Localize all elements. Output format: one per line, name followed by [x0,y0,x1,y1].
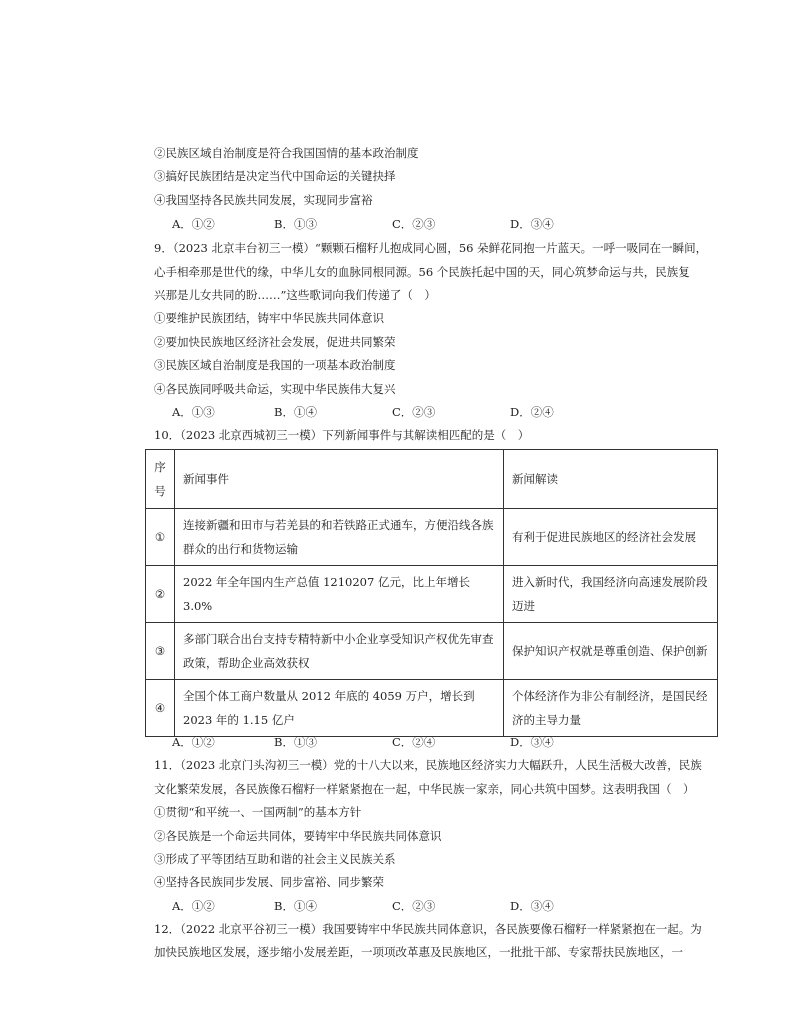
q9-item-1: ①要维护民族团结，铸牢中华民族共同体意识 [154,311,384,325]
row-event: 多部门联合出台支持专精特新中小企业享受知识产权优先审查政策，帮助企业高效获权 [175,623,504,680]
table-header-row [146,450,718,509]
q8-option-c: C．②③ [392,217,436,231]
q9-item-2: ②要加快民族地区经济社会发展，促进共同繁荣 [154,335,396,349]
q11-item-1: ①贯彻“和平统一、一国两制”的基本方针 [154,805,362,819]
q10-option-d: D．③④ [510,735,554,749]
q9-option-c: C．②③ [392,405,436,419]
q9-option-a: A．①③ [172,405,215,419]
row-reading: 个体经济作为非公有制经济，是国民经济的主导力量 [504,680,718,737]
q10-option-b: B．①③ [274,735,317,749]
row-event: 2022 年全年国内生产总值 1210207 亿元，比上年增长 3.0% [175,566,504,623]
row-reading: 保护知识产权就是尊重创造、保护创新 [504,623,718,680]
header-index: 序号 [146,450,175,509]
q11-option-c: C．②③ [392,899,436,913]
q11-item-2: ②各民族是一个命运共同体，要铸牢中华民族共同体意识 [154,829,442,843]
q10-stem: 10．（2023 北京西城初三一模）下列新闻事件与其解读相匹配的是（ ） [154,428,530,442]
row-index: ④ [146,680,175,737]
news-table [145,449,718,737]
table-row [146,509,718,566]
q8-option-b: B．①③ [274,217,317,231]
q10-option-c: C．②④ [392,735,436,749]
q11-option-a: A．①② [172,899,215,913]
q8-item-2: ②民族区域自治制度是符合我国国情的基本政治制度 [154,146,419,160]
row-index: ② [146,566,175,623]
row-reading: 有利于促进民族地区的经济社会发展 [504,509,718,566]
q8-item-3: ③搞好民族团结是决定当代中国命运的关键抉择 [154,169,396,183]
q12-stem-line-1: 12．（2022 北京平谷初三一模）我国要铸牢中华民族共同体意识，各民族要像石榴籽一样紧紧抱在一起。为 [154,922,702,936]
q11-stem-line-2: 文化繁荣发展，各民族像石榴籽一样紧紧抱在一起，中华民族一家亲，同心共筑中国梦。这表明我国（ ） [154,782,695,796]
q9-stem-line-2: 心手相牵那是世代的缘，中华儿女的血脉同根同源。56 个民族托起中国的天，同心筑梦命运与共，民族复 [154,265,690,279]
table-row [146,566,718,623]
q9-item-4: ④各民族同呼吸共命运，实现中华民族伟大复兴 [154,382,396,396]
q11-item-4: ④坚持各民族同步发展、同步富裕、同步繁荣 [154,875,384,889]
header-reading: 新闻解读 [504,450,718,509]
table-row [146,623,718,680]
row-index: ③ [146,623,175,680]
row-index: ① [146,509,175,566]
q9-option-b: B．①④ [274,405,317,419]
q11-option-d: D．③④ [510,899,554,913]
q9-stem-line-1: 9．（2023 北京丰台初三一模）“颗颗石榴籽儿抱成同心圆，56 朵鲜花同抱一片蓝天。一呼一吸同在一瞬间， [154,241,708,255]
q9-item-3: ③民族区域自治制度是我国的一项基本政治制度 [154,358,396,372]
header-event: 新闻事件 [175,450,504,509]
q8-item-4: ④我国坚持各民族共同发展，实现同步富裕 [154,193,373,207]
q10-option-a: A．①② [172,735,215,749]
q8-option-a: A．①② [172,217,215,231]
row-event: 连接新疆和田市与若羌县的和若铁路正式通车，方便沿线各族群众的出行和货物运输 [175,509,504,566]
q8-option-d: D．③④ [510,217,554,231]
row-event: 全国个体工商户数量从 2012 年底的 4059 万户，增长到 2023 年的 1.15 亿户 [175,680,504,737]
q11-stem-line-1: 11．（2023 北京门头沟初三一模）党的十八大以来，民族地区经济实力大幅跃升，人民生活极大改善，民族 [154,758,702,772]
q11-item-3: ③形成了平等团结互助和谐的社会主义民族关系 [154,852,396,866]
q12-stem-line-2: 加快民族地区发展，逐步缩小发展差距，一项项改革惠及民族地区，一批批干部、专家帮扶民族地区，一 [154,945,683,959]
q9-stem-line-3: 兴那是儿女共同的盼……”这些歌词向我们传递了（ ） [154,288,436,302]
q9-option-d: D．②④ [510,405,554,419]
row-reading: 进入新时代，我国经济向高速发展阶段迈进 [504,566,718,623]
q11-option-b: B．①④ [274,899,317,913]
table-row [146,680,718,737]
